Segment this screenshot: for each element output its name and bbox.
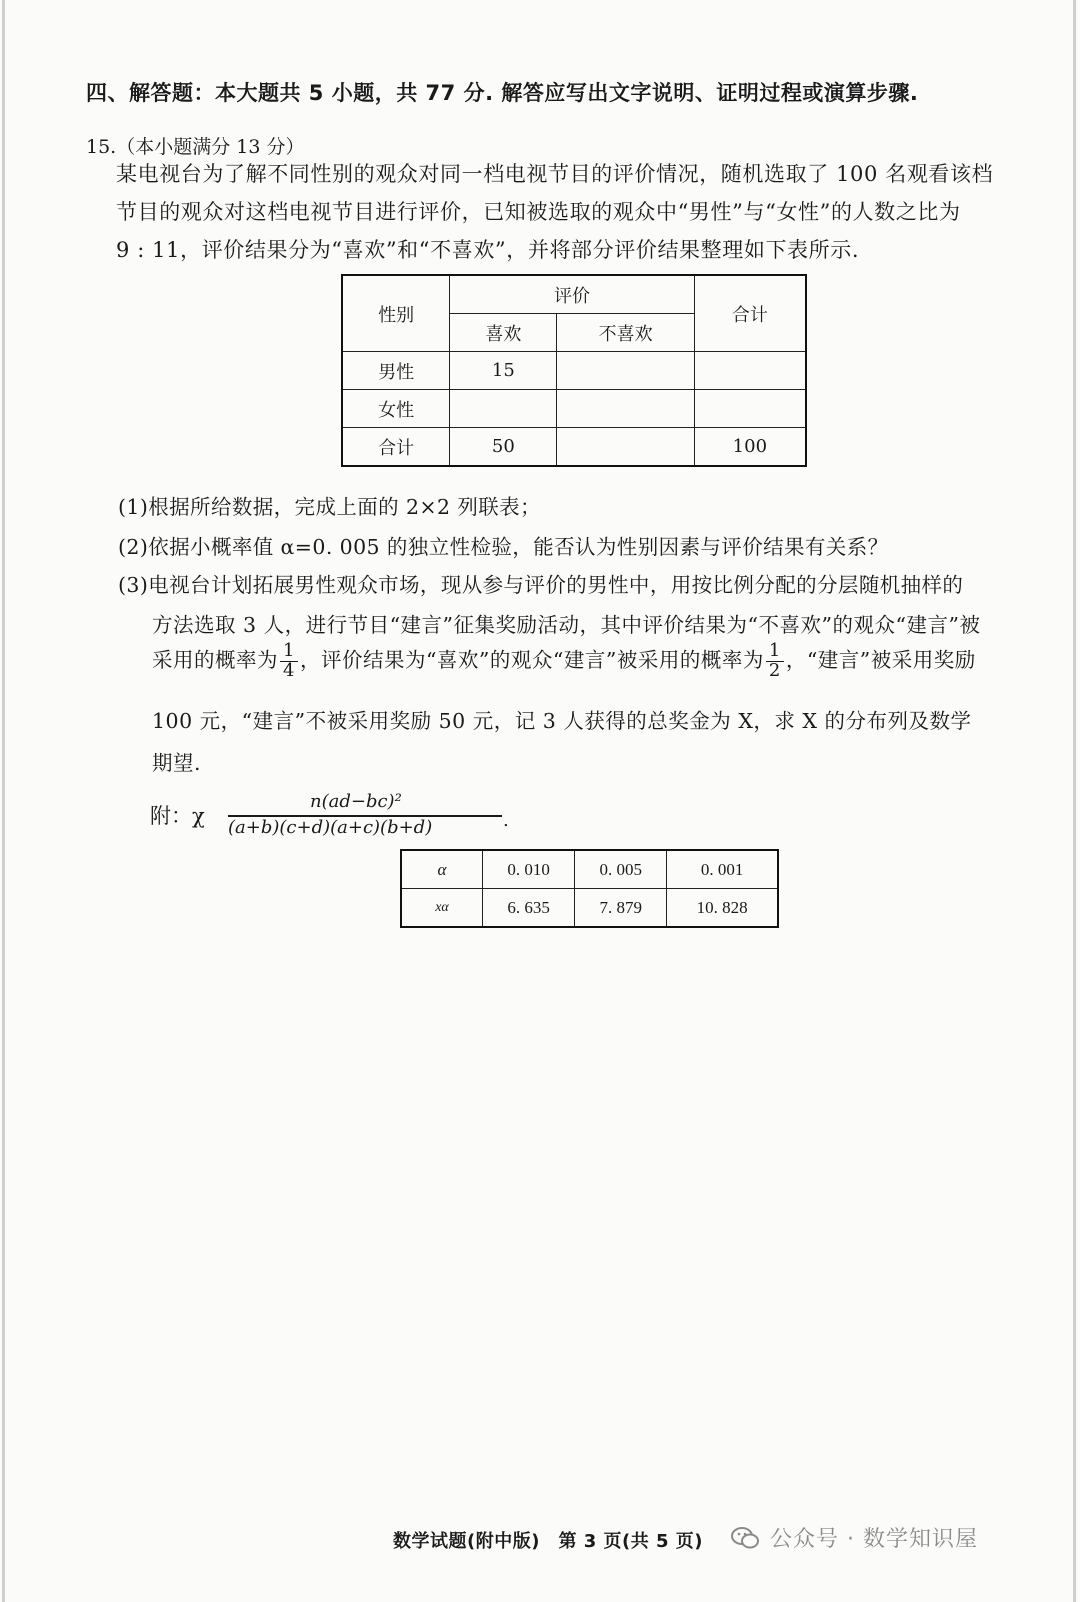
header-dislike: 不喜欢	[557, 314, 694, 352]
formula-numerator: n(ad−bc)²	[310, 791, 402, 812]
header-gender: 性别	[342, 275, 450, 352]
x-cell: 6. 635	[483, 889, 575, 928]
frac-den: 4	[283, 659, 295, 681]
fraction-one-quarter	[280, 642, 298, 681]
x-cell: 7. 879	[575, 889, 667, 928]
row-label: 女性	[342, 390, 450, 428]
page-footer: 数学试题(附中版) 第 3 页(共 5 页)	[393, 1531, 704, 1552]
cell-dislike	[557, 352, 694, 390]
question-1: (1)根据所给数据，完成上面的 2×2 列联表；	[118, 495, 541, 519]
cell-dislike	[557, 428, 694, 467]
wechat-icon	[730, 1526, 760, 1550]
cell-like: 15	[450, 352, 557, 390]
cell-like	[450, 390, 557, 428]
question-2: (2)依据小概率值 α=0. 005 的独立性检验，能否认为性别因素与评价结果有关系？	[118, 535, 889, 559]
cell-total: 100	[694, 428, 806, 467]
row-label: 合计	[342, 428, 450, 467]
contingency-table	[341, 274, 807, 467]
x-cell: 10. 828	[667, 889, 778, 928]
cell-dislike	[557, 390, 694, 428]
row-label: 男性	[342, 352, 450, 390]
watermark-text: 公众号 · 数学知识屋	[770, 1527, 978, 1552]
question-3-line-2: 方法选取 3 人，进行节目“建言”征集奖励活动，其中评价结果为“不喜欢”的观众“建言”被	[152, 613, 981, 637]
table-row	[401, 850, 778, 889]
question-3-line-5: 期望.	[152, 751, 202, 775]
intro-line-3: 9 : 11，评价结果分为“喜欢”和“不喜欢”，并将部分评价结果整理如下表所示.	[116, 238, 860, 262]
intro-line-2: 节目的观众对这档电视节目进行评价，已知被选取的观众中“男性”与“女性”的人数之比为	[116, 200, 961, 224]
problem-number: 15.（本小题满分 13 分）	[86, 136, 305, 158]
table-row	[401, 889, 778, 928]
appendix-label: 附：χ	[150, 804, 205, 828]
q3-text-c: ，“建言”被采用奖励	[785, 647, 976, 672]
header-total: 合计	[694, 275, 806, 352]
critical-value-table	[400, 849, 779, 928]
alpha-cell: 0. 010	[483, 850, 575, 889]
question-3-line-1: (3)电视台计划拓展男性观众市场，现从参与评价的男性中，用按比例分配的分层随机抽样的	[118, 573, 964, 597]
frac-num: 1	[766, 642, 784, 662]
table-row	[342, 352, 806, 390]
frac-den: 2	[768, 659, 781, 681]
x-alpha-label: xα	[401, 889, 483, 928]
intro-line-1: 某电视台为了解不同性别的观众对同一档电视节目的评价情况，随机选取了 100 名观看该档	[116, 162, 994, 186]
cell-total	[694, 352, 806, 390]
alpha-label: α	[401, 850, 483, 889]
page-edge-right	[1073, 0, 1076, 1602]
cell-like: 50	[450, 428, 557, 467]
fraction-one-half	[766, 642, 784, 681]
page-edge-left	[2, 0, 5, 1602]
alpha-cell: 0. 001	[667, 850, 778, 889]
header-eval: 评价	[450, 275, 695, 314]
table-row	[342, 428, 806, 467]
frac-num: 1	[280, 642, 298, 662]
header-like: 喜欢	[450, 314, 557, 352]
question-3-line-4: 100 元，“建言”不被采用奖励 50 元，记 3 人获得的总奖金为 X，求 X 的分布列及数学	[152, 709, 972, 733]
q3-text-a: 采用的概率为	[152, 647, 278, 672]
q3-text-b: ，评价结果为“喜欢”的观众“建言”被采用的概率为	[299, 647, 764, 672]
section-heading: 四、解答题：本大题共 5 小题，共 77 分. 解答应写出文字说明、证明过程或演算步骤.	[86, 81, 919, 105]
formula-denominator: (a+b)(c+d)(a+c)(b+d)	[228, 817, 433, 838]
formula-end: .	[503, 810, 509, 831]
cell-total	[694, 390, 806, 428]
question-3-line-3	[152, 642, 976, 681]
table-row	[342, 390, 806, 428]
alpha-cell: 0. 005	[575, 850, 667, 889]
watermark	[730, 1522, 978, 1553]
